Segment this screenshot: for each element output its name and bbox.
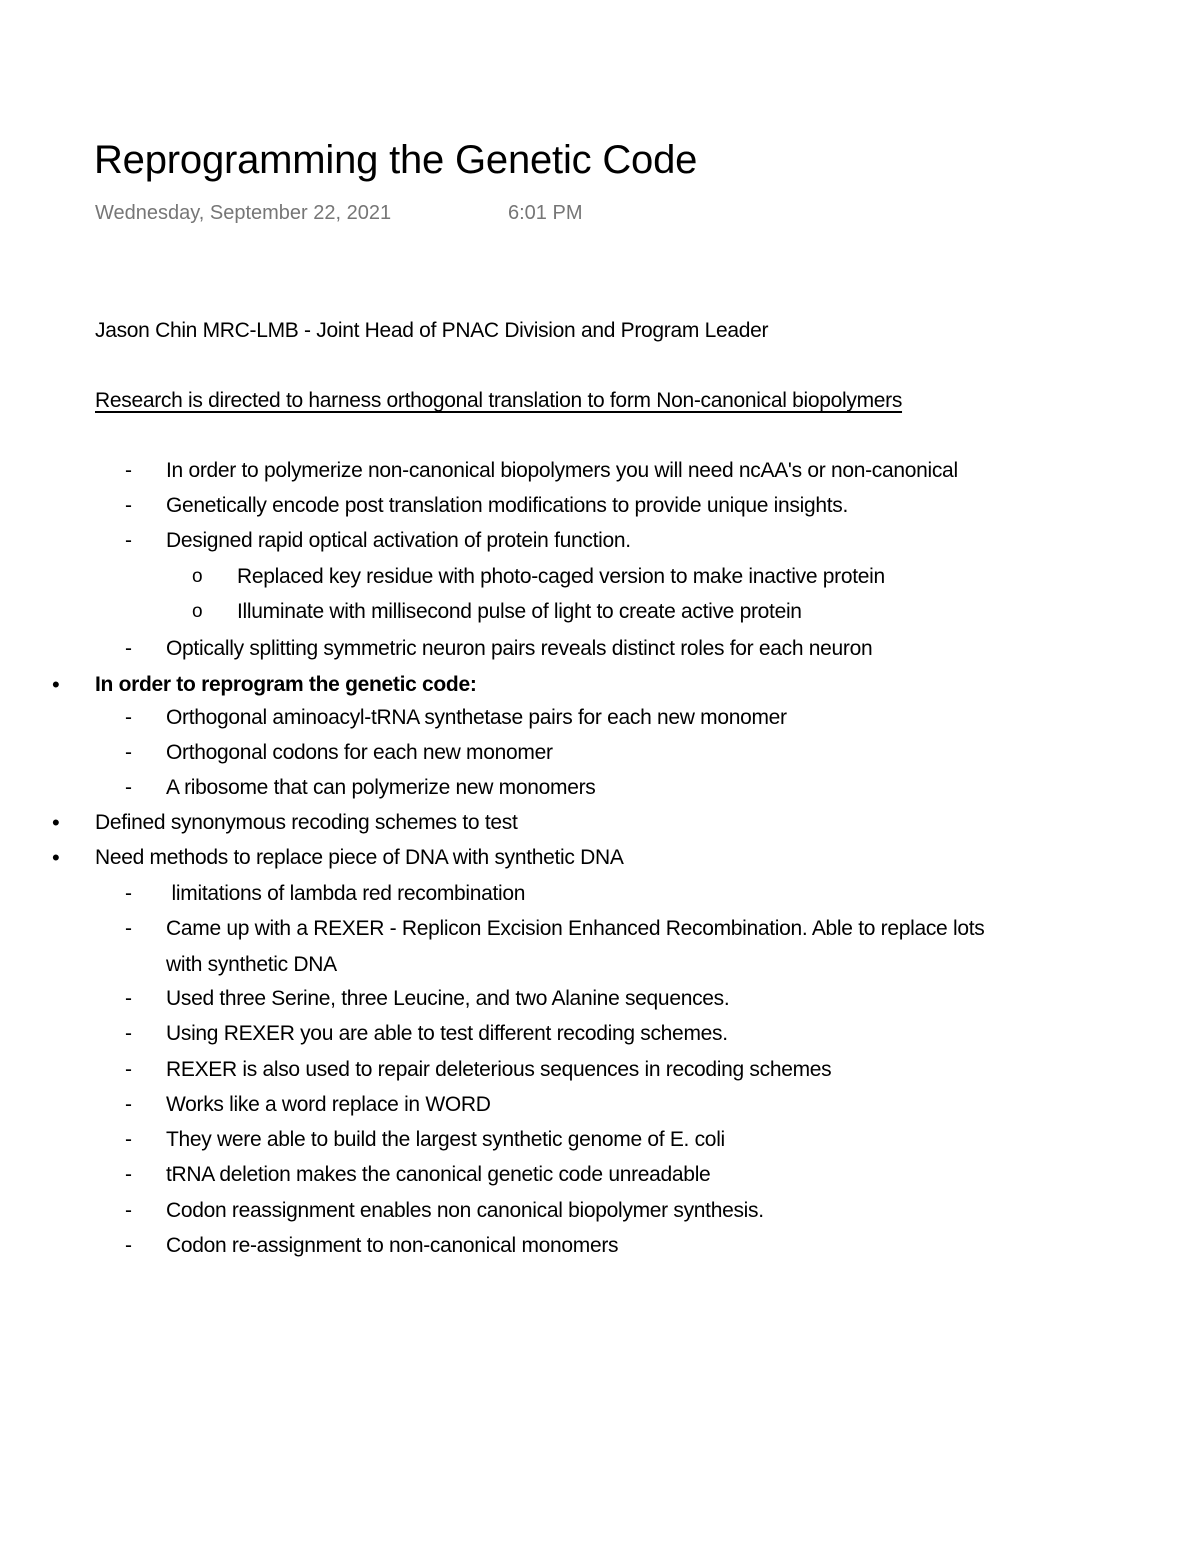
list-item-text: Replaced key residue with photo-caged version to make inactive protein [237,565,885,588]
dash-bullet-icon: - [125,1163,132,1186]
dash-bullet-icon: - [125,1058,132,1081]
list-item-text: limitations of lambda red recombination [166,882,526,905]
dash-bullet-icon: - [125,987,132,1010]
list-item-text: Optically splitting symmetric neuron pairs reveals distinct roles for each neuron [166,637,873,660]
dash-bullet-icon: - [125,637,132,660]
dash-bullet-icon: - [125,776,132,799]
list-item-text: Need methods to replace piece of DNA with synthetic DNA [95,846,624,869]
list-item-text: In order to polymerize non-canonical biopolymers you will need ncAA's or non-canonical [166,459,958,482]
list-item-text: Works like a word replace in WORD [166,1093,491,1116]
bullet-icon: • [52,810,60,835]
dash-bullet-icon: - [125,741,132,764]
dash-bullet-icon: - [125,706,132,729]
dash-bullet-icon: - [125,1234,132,1257]
list-item-text: In order to reprogram the genetic code: [95,673,477,696]
note-date: Wednesday, September 22, 2021 [95,202,392,224]
list-item-text: Used three Serine, three Leucine, and two Alanine sequences. [166,987,730,1010]
bullet-icon: • [52,672,60,697]
author-line: Jason Chin MRC-LMB - Joint Head of PNAC Division and Program Leader [95,319,769,342]
circle-bullet-icon: o [192,601,203,622]
section-heading-text: Research is directed to harness orthogonal translation to form Non-canonical biopolymers [95,389,903,412]
circle-bullet-icon: o [192,566,203,587]
dash-bullet-icon: - [125,1128,132,1151]
list-item-text: Came up with a REXER - Replicon Excision Enhanced Recombination. Able to replace lots [166,917,985,940]
dash-bullet-icon: - [125,459,132,482]
list-item-text: Defined synonymous recoding schemes to test [95,811,518,834]
note-timestamp [95,199,583,227]
list-item-text: Codon re-assignment to non-canonical monomers [166,1234,619,1257]
page-title: Reprogramming the Genetic Code [94,138,698,182]
dash-bullet-icon: - [125,1022,132,1045]
list-item-text: REXER is also used to repair deleterious sequences in recoding schemes [166,1058,832,1081]
bullet-icon: • [52,845,60,870]
list-item-text: Orthogonal aminoacyl-tRNA synthetase pairs for each new monomer [166,706,787,729]
dash-bullet-icon: - [125,882,132,905]
dash-bullet-icon: - [125,1199,132,1222]
dash-bullet-icon: - [125,1093,132,1116]
dash-bullet-icon: - [125,529,132,552]
list-item-text: Illuminate with millisecond pulse of light to create active protein [237,600,802,623]
list-item-text: Using REXER you are able to test different recoding schemes. [166,1022,728,1045]
list-item-text: They were able to build the largest synthetic genome of E. coli [166,1128,725,1151]
list-item-text: Orthogonal codons for each new monomer [166,741,553,764]
section-heading [95,386,902,416]
list-item-text: with synthetic DNA [166,953,337,976]
list-item-text: Codon reassignment enables non canonical biopolymer synthesis. [166,1199,764,1222]
list-item-text: tRNA deletion makes the canonical genetic code unreadable [166,1163,711,1186]
dash-bullet-icon: - [125,917,132,940]
dash-bullet-icon: - [125,494,132,517]
note-time: 6:01 PM [508,202,583,224]
list-item-text: A ribosome that can polymerize new monomers [166,776,596,799]
list-item-text: Genetically encode post translation modifications to provide unique insights. [166,494,848,517]
list-item-text: Designed rapid optical activation of protein function. [166,529,631,552]
